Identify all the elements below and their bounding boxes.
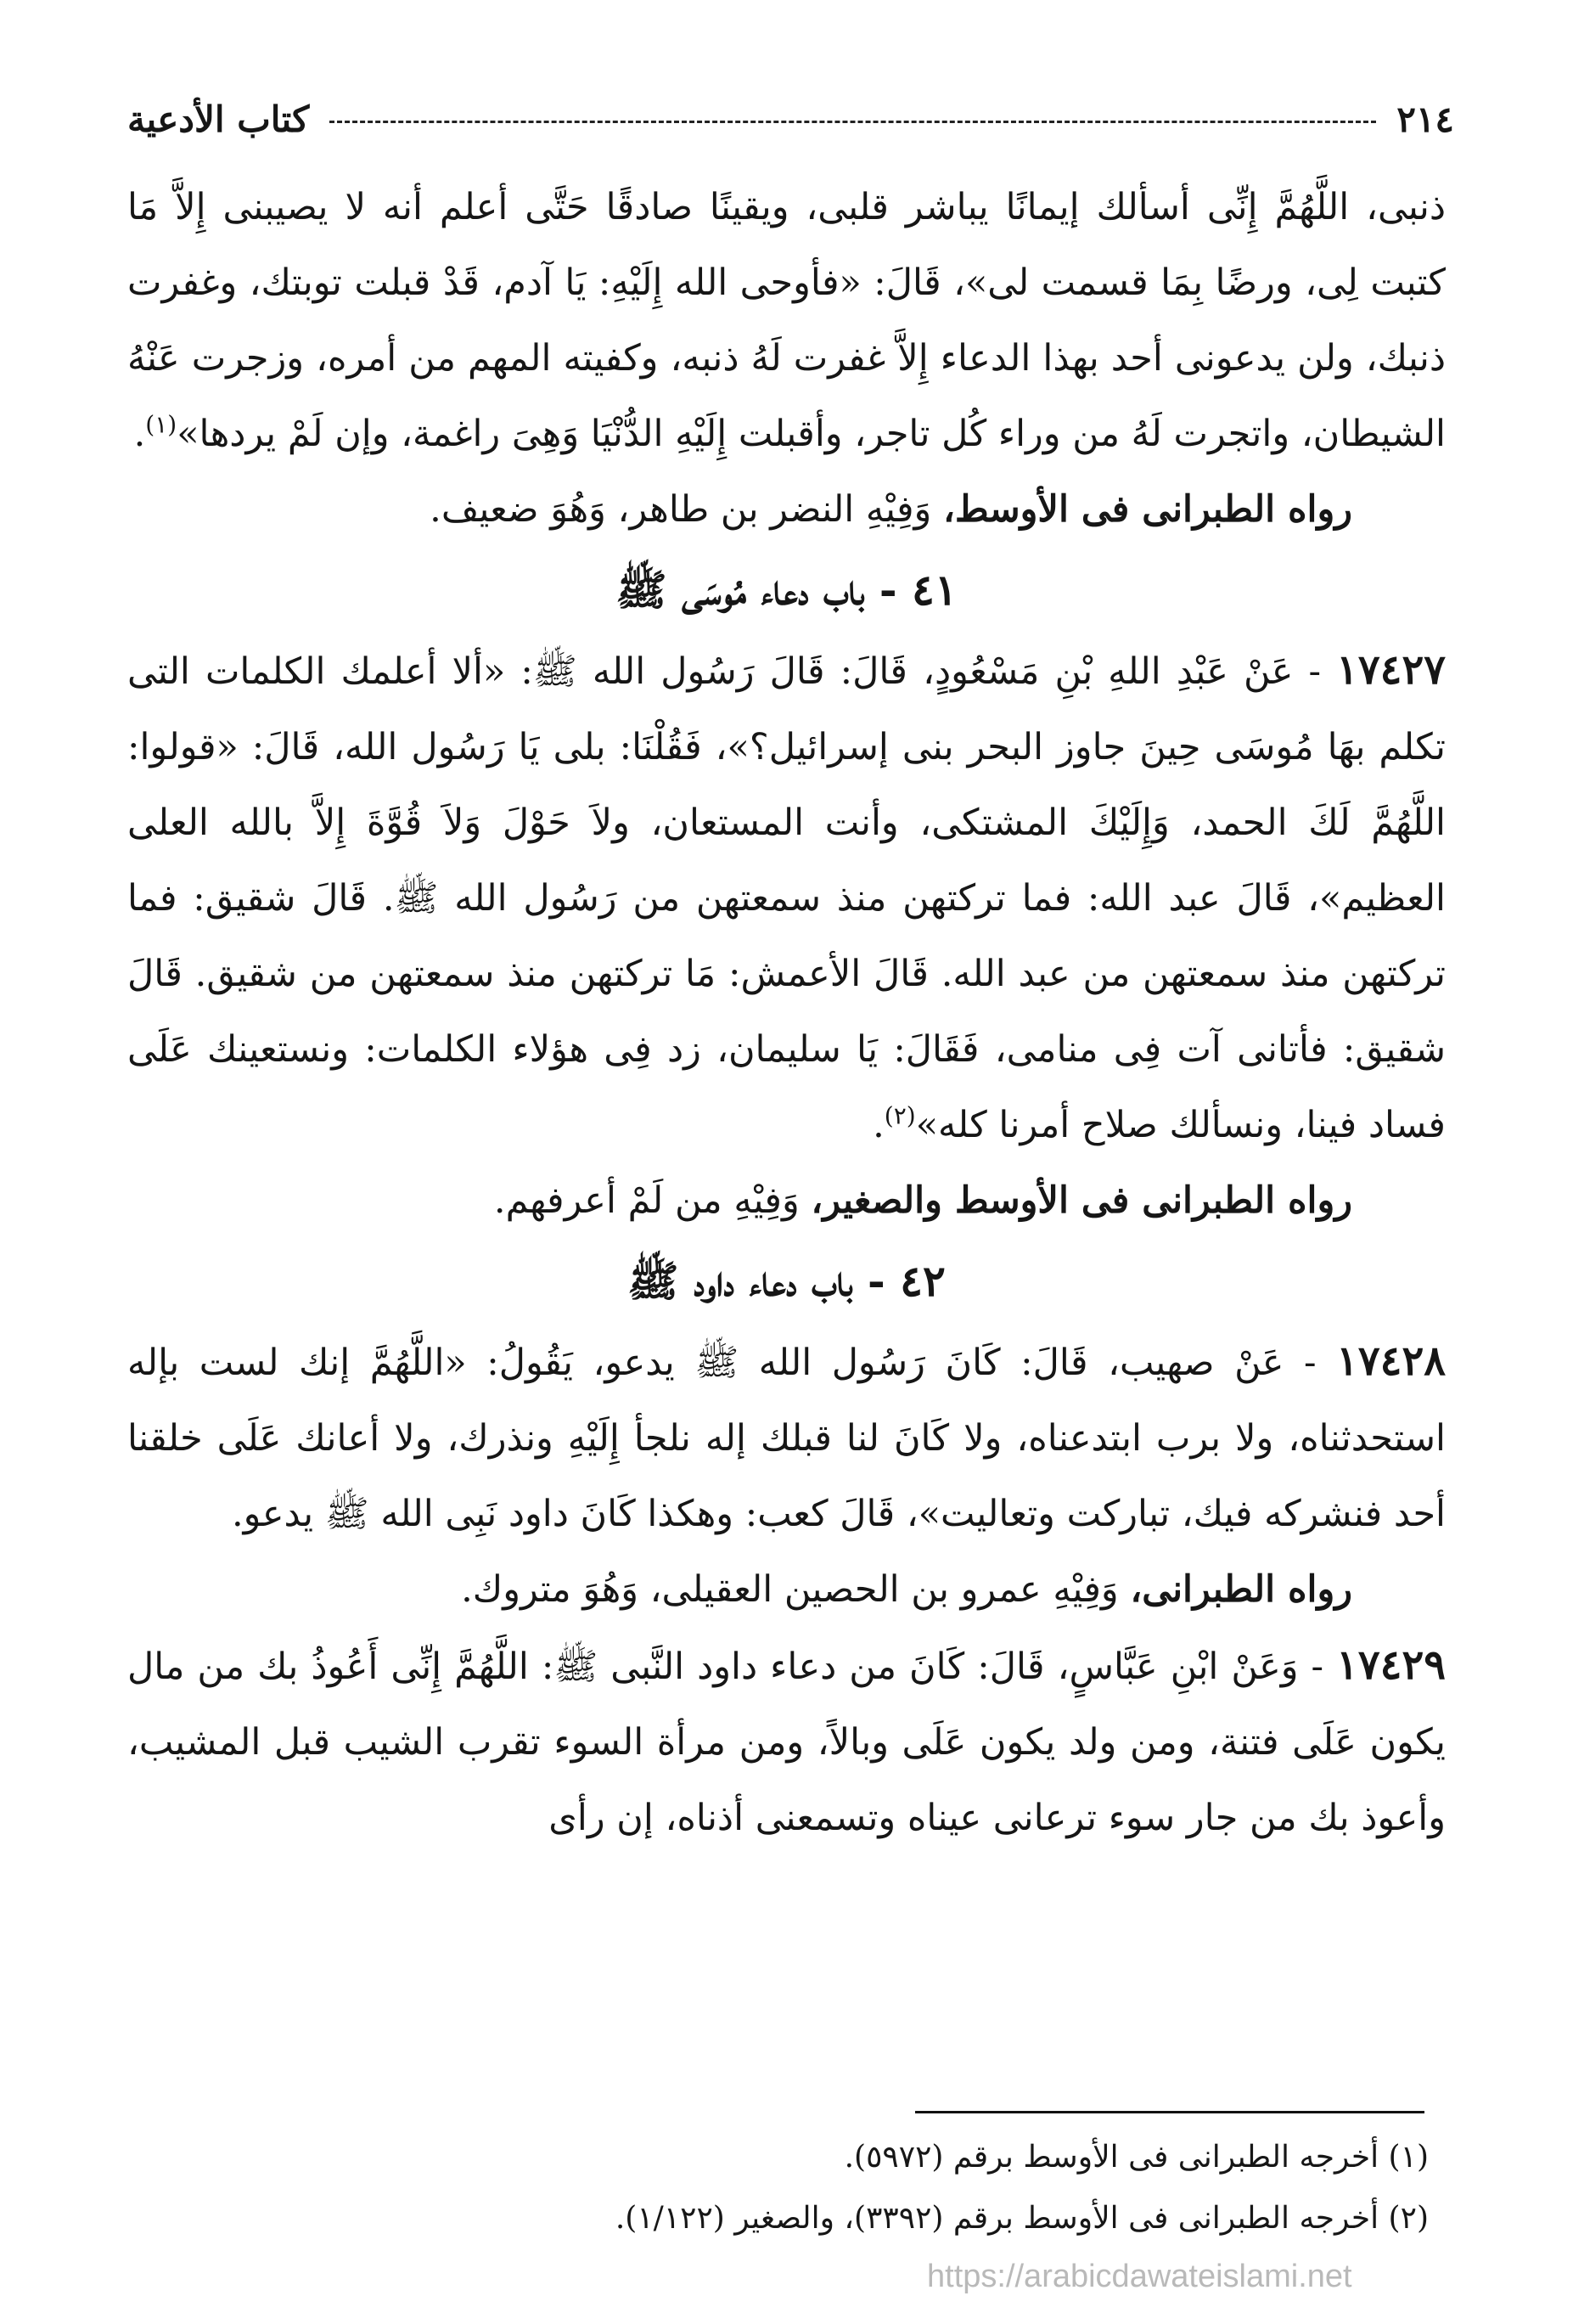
footnote-separator bbox=[915, 2111, 1424, 2113]
footnote-1: (١) أخرجه الطبرانى فى الأوسط برقم (٥٩٧٢). bbox=[844, 2140, 1429, 2175]
hadith-17427: ١٧٤٢٧ - عَنْ عَبْدِ اللهِ بْنِ مَسْعُودٍ، قَالَ: قَالَ رَسُول الله ﷺ: «ألا أعلمك الكلمات التى تكلم بهَا مُوسَى حِينَ جاوز البحر بنى إسرائيل؟»، فَقُلْنَا: بلى يَا رَسُول الله، قَالَ: «قولوا: اللَّهُمَّ لَكَ الحمد، وَإِلَيْكَ المشتكى، وأنت المستعان، ولاَ حَوْلَ وَلاَ قُوَّةَ إِلاَّ بالله العلى العظيم»، قَالَ عبد الله: فما تركتهن منذ سمعتهن من رَسُول الله ﷺ. قَالَ شقيق: فما تركتهن منذ سمعتهن من عبد الله. قَالَ الأعمش: مَا تركتهن منذ سمعتهن من شقيق. قَالَ شقيق: فأتانى آت فِى منامى، فَقَالَ: يَا سليمان، زد فِى هؤلاء الكلمات: ونستعينك عَلَى فساد فينا، ونسألك صلاح أمرنا كله»$^{(٢)}$. bbox=[127, 646, 1446, 1146]
footnote-ref-1: (١) bbox=[145, 410, 177, 439]
page-header bbox=[127, 89, 1454, 149]
header-rule bbox=[329, 121, 1376, 123]
source-note: رواه الطبرانى فى الأوسط والصغير، وَفِيْهِ من لَمْ أعرفهم. bbox=[493, 1179, 1352, 1222]
page-number: ٢١٤ bbox=[1396, 98, 1454, 140]
chapter-heading-42: ٤٢ - باب دعاء داود ﷺ bbox=[627, 1256, 946, 1306]
hadith-number: ١٧٤٢٧ bbox=[1336, 646, 1446, 694]
watermark-url: https://arabicdawateislami.net bbox=[927, 2259, 1352, 2294]
source-note: رواه الطبرانى، وَفِيْهِ عمرو بن الحصين العقيلى، وَهُوَ متروك. bbox=[461, 1568, 1352, 1611]
hadith-17428: ١٧٤٢٨ - عَنْ صهيب، قَالَ: كَانَ رَسُول الله ﷺ يدعو، يَقُولُ: «اللَّهُمَّ إنك لست بإله استحدثناه، ولا برب ابتدعناه، ولا كَانَ لنا قبلك إله نلجأ إِلَيْهِ ونذرك، ولا أعانك عَلَى خلقنا أحد فنشركه فيك، تباركت وتعاليت»، قَالَ كعب: وهكذا كَانَ داود نَبِى الله ﷺ يدعو. bbox=[127, 1337, 1446, 1535]
hadith-17429: ١٧٤٢٩ - وَعَنْ ابْنِ عَبَّاسٍ، قَالَ: كَانَ من دعاء داود النَّبى ﷺ: اللَّهُمَّ إِنِّى أَعُوذُ بك من مال يكون عَلَى فتنة، ومن ولد يكون عَلَى وبالاً، ومن مرأة السوء تقرب الشيب قبل المشيب، وأعوذ بك من جار سوء ترعانى عيناه وتسمعنى أذناه، إن رأى bbox=[127, 1641, 1446, 1839]
chapter-heading-41: ٤١ - باب دعاء مُوسَى ﷺ bbox=[615, 565, 958, 615]
footnote-ref-2: (٢) bbox=[884, 1101, 916, 1130]
hadith-number: ١٧٤٢٩ bbox=[1336, 1641, 1446, 1689]
book-title: كتاب الأدعية bbox=[127, 98, 310, 140]
footnote-2: (٢) أخرجه الطبرانى فى الأوسط برقم (٣٣٩٢)، والصغير (١/١٢٢). bbox=[615, 2201, 1429, 2236]
page-body bbox=[127, 170, 1446, 1856]
hadith-number: ١٧٤٢٨ bbox=[1336, 1337, 1446, 1385]
footnotes bbox=[127, 2127, 1429, 2249]
source-note: رواه الطبرانى فى الأوسط، وَفِيْهِ النضر بن طاهر، وَهُوَ ضعيف. bbox=[430, 488, 1352, 531]
paragraph-continuation: ذنبى، اللَّهُمَّ إِنِّى أسألك إيمانًا يباشر قلبى، ويقينًا صادقًا حَتَّى أعلم أنه لا يصيبنى إِلاَّ مَا كتبت لِى، ورضًا بِمَا قسمت لى»، قَالَ: «فأوحى الله إِلَيْهِ: يَا آدم، قَدْ قبلت توبتك، وغفرت ذنبك، ولن يدعونى أحد بهذا الدعاء إِلاَّ غفرت لَهُ ذنبه، وكفيته المهم من أمره، وزجرت عَنْهُ الشيطان، واتجرت لَهُ من وراء كُل تاجر، وأقبلت إِلَيْهِ الدُّنْيَا وَهِىَ راغمة، وإن لَمْ يردها»$^{(١)}$. bbox=[127, 186, 1446, 455]
